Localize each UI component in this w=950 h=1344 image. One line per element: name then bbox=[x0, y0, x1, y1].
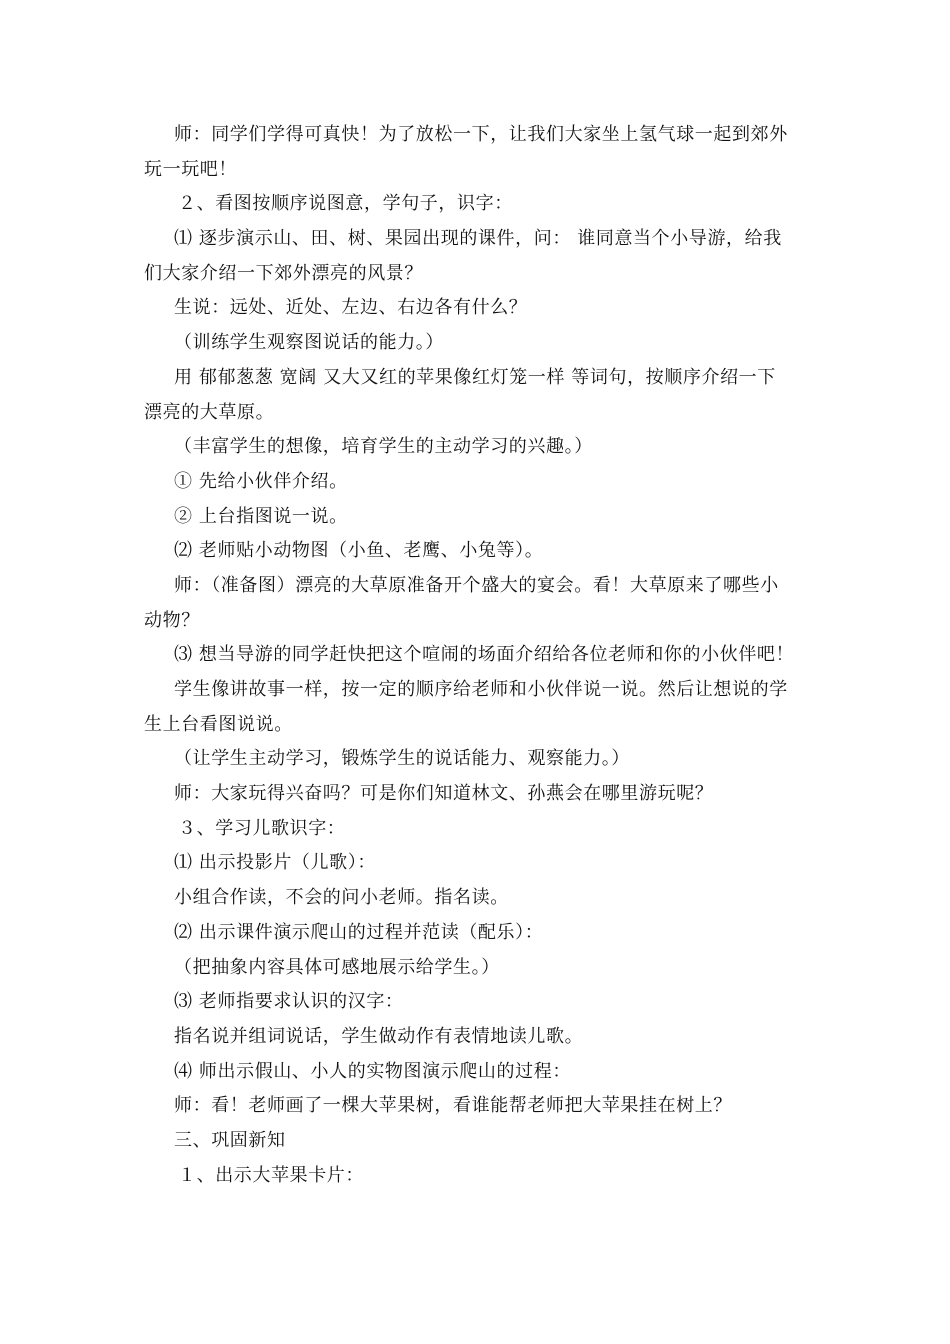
paragraph-line: ⑶ 想当导游的同学赶快把这个喧闹的场面介绍给各位老师和你的小伙伴吧！ bbox=[174, 644, 795, 666]
paragraph-line: 师：（准备图）漂亮的大草原准备开个盛大的宴会。看！大草原来了哪些小 bbox=[174, 574, 779, 596]
document-body bbox=[144, 118, 808, 1193]
paragraph-line: ⑵ 老师贴小动物图（小鱼、老鹰、小兔等）。 bbox=[174, 540, 544, 562]
paragraph-line: （训练学生观察图说话的能力。） bbox=[174, 332, 444, 354]
section-heading: ３、学习儿歌识字： bbox=[178, 817, 346, 839]
paragraph-line: ⑴ 出示投影片（儿歌）： bbox=[174, 852, 376, 874]
paragraph-line: 小组合作读，不会的问小老师。指名读。 bbox=[174, 887, 509, 909]
paragraph-line: 们大家介绍一下郊外漂亮的风景？ bbox=[144, 262, 423, 284]
paragraph-line: ⑷ 师出示假山、小人的实物图演示爬山的过程： bbox=[174, 1060, 571, 1082]
paragraph-line: 师：大家玩得兴奋吗？可是你们知道林文、孙燕会在哪里游玩呢？ bbox=[174, 783, 714, 805]
paragraph-line: （丰富学生的想像，培育学生的主动学习的兴趣。） bbox=[174, 436, 593, 458]
section-heading: ２、看图按顺序说图意，学句子，识字： bbox=[178, 193, 513, 215]
paragraph-line: ⑶ 老师指要求认识的汉字： bbox=[174, 991, 404, 1013]
paragraph-line: 生上台看图说说。 bbox=[144, 713, 293, 735]
section-heading: １、出示大苹果卡片： bbox=[178, 1164, 364, 1186]
paragraph-line: 指名说并组词说话，学生做动作有表情地读儿歌。 bbox=[174, 1025, 584, 1047]
paragraph-line: 漂亮的大草原。 bbox=[144, 401, 275, 423]
paragraph-line: ⑵ 出示课件演示爬山的过程并范读（配乐）： bbox=[174, 921, 544, 943]
list-item: ① 先给小伙伴介绍。 bbox=[174, 470, 348, 492]
paragraph-line: 学生像讲故事一样，按一定的顺序给老师和小伙伴说一说。然后让想说的学 bbox=[174, 679, 788, 700]
paragraph-line: （把抽象内容具体可感地展示给学生。） bbox=[174, 956, 500, 978]
paragraph-line: 玩一玩吧！ bbox=[144, 158, 237, 180]
paragraph-line: 师：看！老师画了一棵大苹果树，看谁能帮老师把大苹果挂在树上？ bbox=[174, 1095, 732, 1117]
paragraph-line: ⑴ 逐步演示山、田、树、果园出现的课件，问： 谁同意当个小导游，给我 bbox=[174, 228, 782, 250]
paragraph-line: （让学生主动学习，锻炼学生的说话能力、观察能力。） bbox=[174, 748, 630, 770]
paragraph-line: 动物？ bbox=[144, 609, 200, 631]
paragraph-line: 用 郁郁葱葱 宽阔 又大又红的苹果像红灯笼一样 等词句，按顺序介绍一下 bbox=[174, 366, 776, 388]
list-item: ② 上台指图说一说。 bbox=[174, 505, 348, 527]
section-heading: 三、巩固新知 bbox=[174, 1129, 286, 1151]
paragraph-line: 师：同学们学得可真快！为了放松一下，让我们大家坐上氢气球一起到郊外 bbox=[174, 124, 788, 145]
paragraph-line: 生说：远处、近处、左边、右边各有什么？ bbox=[174, 297, 528, 319]
